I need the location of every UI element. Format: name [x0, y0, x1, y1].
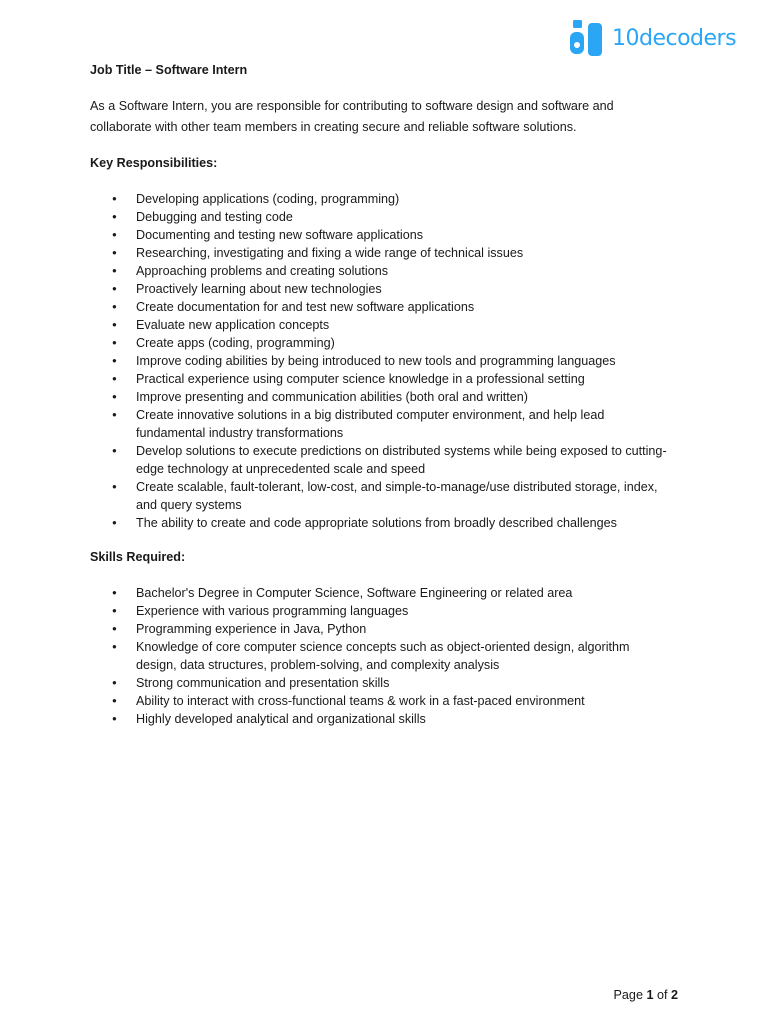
key-responsibilities-list: [90, 190, 670, 532]
key-responsibilities-heading: Key Responsibilities:: [90, 156, 218, 170]
list-item: ● Developing applications (coding, programming): [90, 190, 670, 208]
job-title: Job Title – Software Intern: [90, 63, 248, 77]
list-item: ● Create innovative solutions in a big distributed computer environment, and help lead fundamental industry transformations: [90, 406, 670, 442]
list-item: ● Documenting and testing new software applications: [90, 226, 670, 244]
job-description: [90, 61, 670, 728]
of-label: of: [656, 988, 668, 1002]
list-item: ● Practical experience using computer science knowledge in a professional setting: [90, 370, 670, 388]
list-item: ● Proactively learning about new technologies: [90, 280, 670, 298]
total-pages: 2: [670, 988, 678, 1002]
list-item: ● Improve coding abilities by being introduced to new tools and programming languages: [90, 352, 670, 370]
skills-required-heading: Skills Required:: [90, 550, 186, 564]
list-item: ● Ability to interact with cross-functional teams & work in a fast-paced environment: [90, 692, 670, 710]
list-item: ● Programming experience in Java, Python: [90, 620, 670, 638]
list-item: ● Develop solutions to execute predictions on distributed systems while being exposed to cutting-edge technology at unprecedented scale and speed: [90, 442, 670, 478]
list-item: ● Experience with various programming languages: [90, 602, 670, 620]
page-label: Page: [613, 988, 643, 1002]
list-item: ● Improve presenting and communication abilities (both oral and written): [90, 388, 670, 406]
list-item: ● Create scalable, fault-tolerant, low-cost, and simple-to-manage/use distributed storage, index, and query systems: [90, 478, 670, 514]
list-item: ● Bachelor's Degree in Computer Science, Software Engineering or related area: [90, 584, 670, 602]
company-logo: [570, 20, 736, 58]
list-item: ● Strong communication and presentation skills: [90, 674, 670, 692]
list-item: ● Highly developed analytical and organizational skills: [90, 710, 670, 728]
logo-text: 10decoders: [612, 26, 737, 51]
list-item: ● Knowledge of core computer science concepts such as object-oriented design, algorithm design, data structures, problem-solving, and complexity analysis: [90, 638, 670, 674]
list-item: ● Debugging and testing code: [90, 208, 670, 226]
list-item: ● Researching, investigating and fixing a wide range of technical issues: [90, 244, 670, 262]
list-item: ● Approaching problems and creating solutions: [90, 262, 670, 280]
current-page: 1: [646, 988, 654, 1002]
list-item: ● Create documentation for and test new software applications: [90, 298, 670, 316]
list-item: ● Evaluate new application concepts: [90, 316, 670, 334]
list-item: ● Create apps (coding, programming): [90, 334, 670, 352]
page-number: [614, 988, 678, 1002]
intro-paragraph: As a Software Intern, you are responsible for contributing to software design and software and collaborate with other team members in creating secure and reliable software solutions.: [90, 99, 614, 134]
logo-mark-icon: [570, 20, 606, 58]
skills-required-list: [90, 584, 670, 728]
list-item: ● The ability to create and code appropriate solutions from broadly described challenges: [90, 514, 670, 532]
